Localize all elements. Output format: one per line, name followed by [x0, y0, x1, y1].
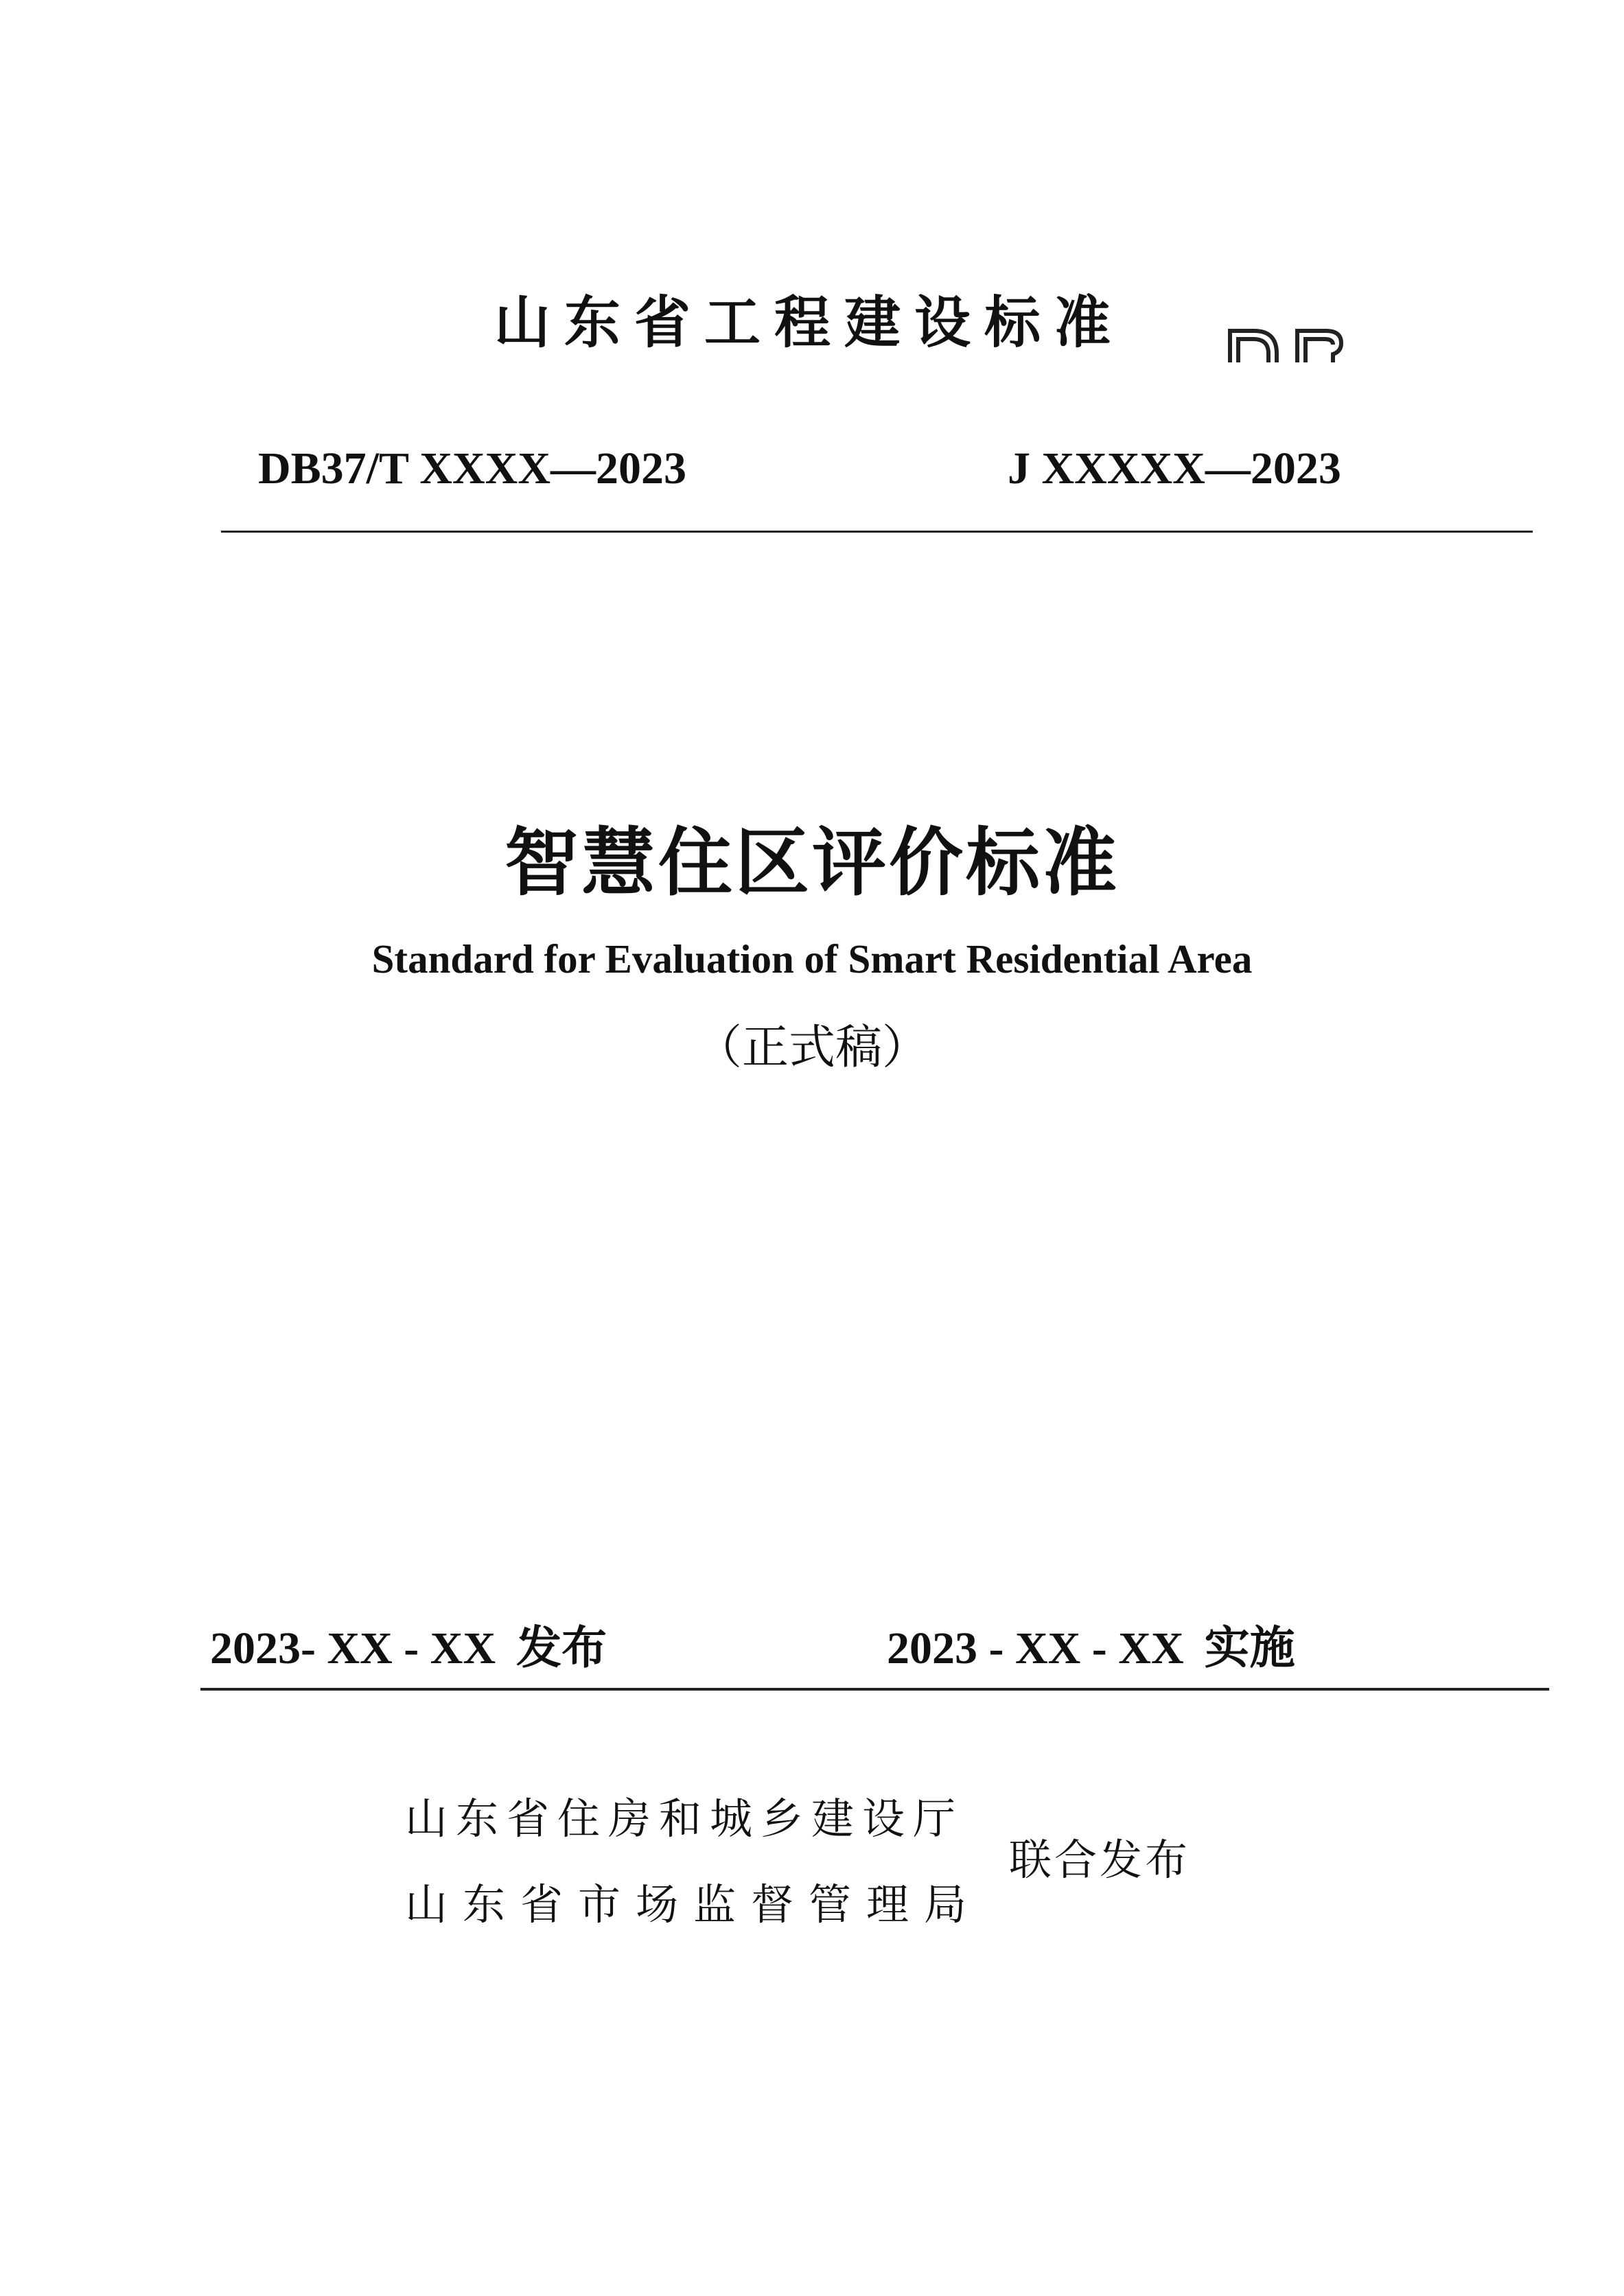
effective-label: 实施	[1204, 1621, 1295, 1674]
publish-label: 发布	[516, 1621, 607, 1674]
standard-series-title: 山东省工程建设标准	[494, 290, 1125, 356]
english-title: Standard for Evaluation of Smart Residential Area	[371, 936, 1253, 982]
db-logo	[1223, 323, 1350, 362]
issuing-authority-housing: 山东省住房和城乡建设厅	[405, 1794, 964, 1844]
draft-status: （正式稿）	[695, 1021, 929, 1075]
chinese-title: 智慧住区评价标准	[504, 820, 1120, 906]
issuing-authority-market: 山东省市场监督管理局	[405, 1879, 982, 1929]
j-standard-code: J XXXXX—2023	[1008, 443, 1341, 494]
effective-date-line	[887, 1611, 1295, 1676]
bottom-divider	[200, 1688, 1549, 1691]
top-divider	[221, 531, 1533, 533]
joint-issue-label: 联合发布	[1009, 1835, 1191, 1885]
publish-date: 2023- XX - XX	[210, 1623, 496, 1673]
db-standard-code: DB37/T XXXX—2023	[258, 443, 687, 494]
publish-date-line	[210, 1611, 607, 1676]
effective-date: 2023 - XX - XX	[887, 1623, 1184, 1673]
